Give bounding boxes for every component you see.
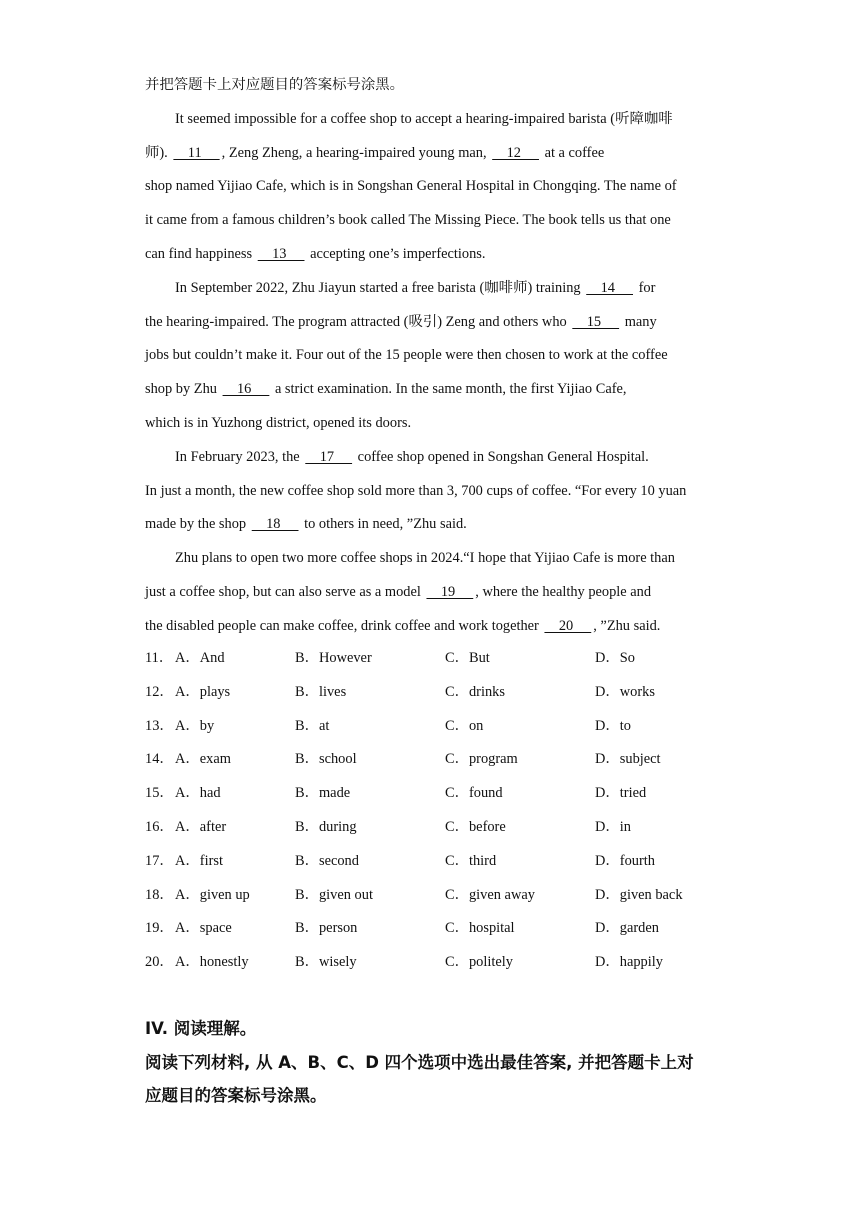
answer-option: D．fourth xyxy=(595,853,655,869)
passage-text: shop by Zhu xyxy=(145,381,221,397)
passage-line xyxy=(145,582,725,602)
answer-option: B．However xyxy=(295,650,372,666)
passage-line xyxy=(145,210,725,230)
passage-text: accepting one’s imperfections. xyxy=(306,246,486,262)
answer-option: D．happily xyxy=(595,954,663,970)
answer-blank: 16 xyxy=(222,381,270,397)
passage-text: In just a month, the new coffee shop sold more than 3, 700 cups of coffee. “For every 10 yuan xyxy=(145,483,687,499)
answer-option: B．lives xyxy=(295,684,347,700)
answer-option: A．had xyxy=(175,785,221,801)
passage-text: can find happiness xyxy=(145,246,256,262)
answer-option: A．given up xyxy=(175,887,250,903)
answer-blank: 17 xyxy=(305,449,353,465)
passage-line xyxy=(175,548,755,568)
answer-option: D．So xyxy=(595,650,635,666)
passage-text: , Zeng Zheng, a hearing-impaired young man, xyxy=(221,145,491,161)
answer-option: C．on xyxy=(445,718,484,734)
answer-blank: 14 xyxy=(586,280,633,296)
answer-blank: 13 xyxy=(257,246,305,262)
passage-text: 并把答题卡上对应题目的答案标号涂黑。 xyxy=(145,77,405,93)
passage-line xyxy=(145,616,725,636)
answer-option: A．by xyxy=(175,718,215,734)
passage-line xyxy=(145,379,725,399)
passage-text: which is in Yuzhong district, opened its doors. xyxy=(145,415,412,431)
section-instruction-line-1: 阅读下列材料, 从 A、B、C、D 四个选项中选出最佳答案, 并把答题卡上对 xyxy=(145,1053,694,1072)
answer-blank: 12 xyxy=(492,145,539,161)
answer-option: B．at xyxy=(295,718,330,734)
passage-text: shop named Yijiao Cafe, which is in Songshan General Hospital in Chongqing. The name of xyxy=(145,178,677,194)
question-number: 11． xyxy=(145,650,174,666)
passage-line xyxy=(145,312,725,332)
answer-option: C．found xyxy=(445,785,503,801)
question-number: 18． xyxy=(145,887,174,903)
passage-text: for xyxy=(635,280,656,296)
passage-text: In September 2022, Zhu Jiayun started a free barista (咖啡师) training xyxy=(175,280,585,296)
answer-option: D．tried xyxy=(595,785,647,801)
answer-option: A．plays xyxy=(175,684,231,700)
passage-text: In February 2023, the xyxy=(175,449,304,465)
passage-text: coffee shop opened in Songshan General Hospital. xyxy=(354,449,649,465)
passage-line xyxy=(175,447,755,467)
question-number: 15． xyxy=(145,785,174,801)
passage-text: It seemed impossible for a coffee shop to accept a hearing-impaired barista (听障咖啡 xyxy=(175,111,673,127)
passage-line xyxy=(145,514,725,534)
answer-option: A．space xyxy=(175,920,232,936)
answer-option: A．honestly xyxy=(175,954,249,970)
passage-text: at a coffee xyxy=(540,145,605,161)
answer-option: B．school xyxy=(295,751,357,767)
passage-line xyxy=(145,244,725,264)
answer-option: C．But xyxy=(445,650,490,666)
answer-option: C．program xyxy=(445,751,518,767)
answer-option: D．to xyxy=(595,718,631,734)
question-number: 12． xyxy=(145,684,174,700)
passage-text: just a coffee shop, but can also serve as a model xyxy=(145,584,425,600)
answer-option: B．given out xyxy=(295,887,373,903)
answer-option: C．politely xyxy=(445,954,513,970)
section-title: IV. 阅读理解。 xyxy=(145,1019,257,1038)
answer-blank: 18 xyxy=(251,516,299,532)
passage-line xyxy=(145,481,725,501)
passage-text: , ”Zhu said. xyxy=(593,618,661,634)
question-number: 13． xyxy=(145,718,174,734)
section-instruction-line-2: 应题目的答案标号涂黑。 xyxy=(145,1086,327,1105)
passage-line xyxy=(175,278,755,298)
passage-line xyxy=(145,345,725,365)
passage-text: it came from a famous children’s book called The Missing Piece. The book tells us that one xyxy=(145,212,671,228)
answer-blank: 19 xyxy=(426,584,474,600)
passage-line xyxy=(145,176,725,196)
answer-option: C．given away xyxy=(445,887,535,903)
question-number: 16． xyxy=(145,819,174,835)
passage-text: the hearing-impaired. The program attracted (吸引) Zeng and others who xyxy=(145,314,571,330)
passage-text: made by the shop xyxy=(145,516,250,532)
answer-blank: 15 xyxy=(572,314,620,330)
passage-line xyxy=(145,413,725,433)
passage-text: a strict examination. In the same month, the first Yijiao Cafe, xyxy=(271,381,627,397)
question-number: 17． xyxy=(145,853,174,869)
question-number: 19． xyxy=(145,920,174,936)
answer-option: D．in xyxy=(595,819,631,835)
answer-option: B．during xyxy=(295,819,357,835)
passage-text: to others in need, ”Zhu said. xyxy=(300,516,467,532)
answer-option: B．wisely xyxy=(295,954,357,970)
answer-option: B．made xyxy=(295,785,351,801)
passage-text: many xyxy=(621,314,657,330)
answer-option: A．And xyxy=(175,650,225,666)
answer-blank: 20 xyxy=(544,618,592,634)
question-number: 14． xyxy=(145,751,174,767)
answer-option: C．drinks xyxy=(445,684,505,700)
answer-option: D．garden xyxy=(595,920,659,936)
passage-line xyxy=(175,109,755,129)
question-number: 20． xyxy=(145,954,174,970)
passage-text: Zhu plans to open two more coffee shops in 2024.“I hope that Yijiao Cafe is more than xyxy=(175,550,675,566)
answer-blank: 11 xyxy=(173,145,220,161)
answer-option: D．works xyxy=(595,684,655,700)
passage-text: the disabled people can make coffee, drink coffee and work together xyxy=(145,618,543,634)
answer-option: A．exam xyxy=(175,751,231,767)
answer-option: C．third xyxy=(445,853,497,869)
answer-option: B．person xyxy=(295,920,358,936)
answer-option: B．second xyxy=(295,853,359,869)
passage-line xyxy=(145,75,725,95)
answer-option: C．hospital xyxy=(445,920,515,936)
passage-line xyxy=(145,143,725,163)
answer-option: A．first xyxy=(175,853,223,869)
passage-text: jobs but couldn’t make it. Four out of the 15 people were then chosen to work at the coffee xyxy=(145,347,668,363)
answer-option: C．before xyxy=(445,819,506,835)
passage-text: 师). xyxy=(145,145,172,161)
answer-option: D．subject xyxy=(595,751,661,767)
passage-text: , where the healthy people and xyxy=(475,584,652,600)
answer-option: A．after xyxy=(175,819,227,835)
answer-option: D．given back xyxy=(595,887,683,903)
